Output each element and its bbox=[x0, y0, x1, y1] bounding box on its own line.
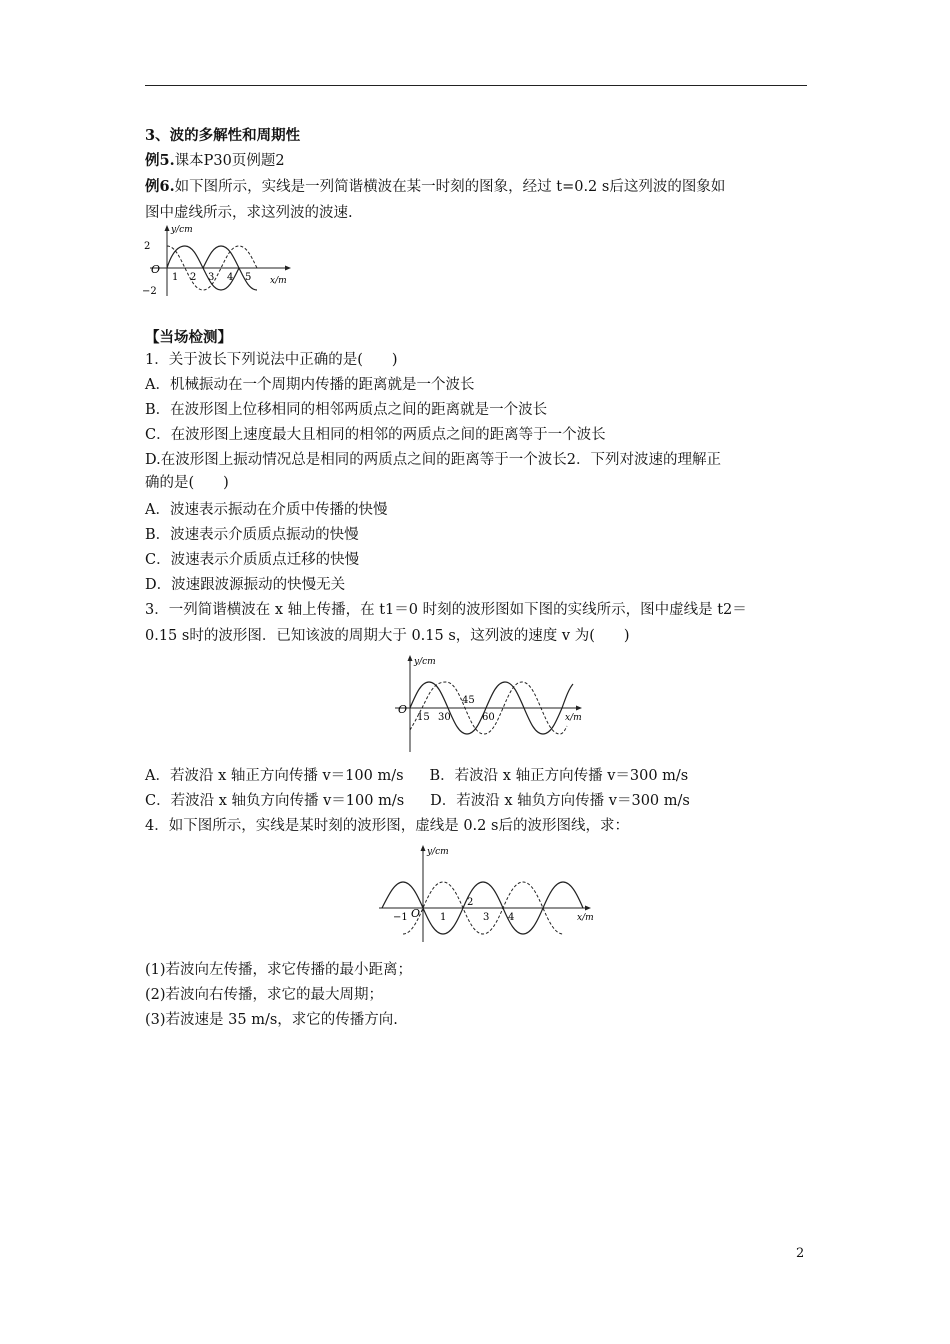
svg-text:4: 4 bbox=[508, 912, 515, 923]
svg-text:O: O bbox=[411, 907, 421, 920]
q2-option-a: A．波速表示振动在介质中传播的快慢 bbox=[145, 502, 388, 518]
q4-wave-figure bbox=[377, 840, 607, 945]
svg-text:1: 1 bbox=[172, 272, 179, 283]
svg-text:O: O bbox=[151, 263, 161, 276]
q3-wave-figure bbox=[393, 650, 593, 755]
svg-text:60: 60 bbox=[482, 712, 495, 723]
example-6-text: 如下图所示，实线是一列简谐横波在某一时刻的图象，经过 t=0.2 s后这列波的图象如 bbox=[174, 179, 726, 195]
q2-option-b: B．波速表示介质质点振动的快慢 bbox=[145, 527, 359, 543]
q2-option-c: C．波速表示介质质点迁移的快慢 bbox=[145, 552, 360, 568]
check-heading: 【当场检测】 bbox=[145, 329, 232, 346]
svg-text:5: 5 bbox=[245, 272, 252, 283]
section-title: 3、波的多解性和周期性 bbox=[145, 127, 301, 144]
q4-sub1: (1)若波向左传播，求它传播的最小距离； bbox=[145, 962, 413, 978]
example-6-line2: 图中虚线所示，求这列波的波速. bbox=[145, 205, 353, 221]
example-5-text: 课本P30页例题2 bbox=[174, 153, 285, 169]
svg-text:1: 1 bbox=[440, 912, 447, 923]
q1-stem: 1．关于波长下列说法中正确的是( ) bbox=[145, 352, 398, 368]
q4-sub2: (2)若波向右传播，求它的最大周期； bbox=[145, 987, 384, 1003]
q3-option-d: D．若波沿 x 轴负方向传播 v＝300 m/s bbox=[430, 793, 690, 809]
svg-text:4: 4 bbox=[227, 272, 234, 283]
svg-text:x/m: x/m bbox=[270, 276, 287, 286]
svg-text:3: 3 bbox=[208, 272, 215, 283]
svg-text:x/m: x/m bbox=[577, 913, 594, 923]
svg-text:30: 30 bbox=[438, 712, 451, 723]
svg-text:2: 2 bbox=[467, 897, 474, 908]
svg-text:15: 15 bbox=[417, 712, 430, 723]
page-number: 2 bbox=[796, 1246, 805, 1261]
svg-text:O: O bbox=[398, 703, 408, 716]
q1-option-c: C．在波形图上速度最大且相同的相邻的两质点之间的距离等于一个波长 bbox=[145, 427, 606, 443]
svg-text:2: 2 bbox=[144, 241, 151, 252]
header-rule bbox=[145, 85, 807, 86]
example-6-wave-figure bbox=[140, 222, 300, 302]
q3-option-c: C．若波沿 x 轴负方向传播 v＝100 m/s bbox=[145, 793, 405, 809]
example-6-line1 bbox=[145, 177, 725, 197]
q4-sub3: (3)若波速是 35 m/s，求它的传播方向. bbox=[145, 1012, 398, 1028]
svg-text:y/cm: y/cm bbox=[171, 225, 193, 235]
q1-option-a: A．机械振动在一个周期内传播的距离就是一个波长 bbox=[145, 377, 475, 393]
svg-text:2: 2 bbox=[190, 272, 197, 283]
q1-option-b: B．在波形图上位移相同的相邻两质点之间的距离就是一个波长 bbox=[145, 402, 548, 418]
q2-stem: 确的是( ) bbox=[145, 475, 229, 491]
svg-text:−2: −2 bbox=[142, 286, 157, 297]
example-5 bbox=[145, 151, 285, 171]
svg-text:3: 3 bbox=[483, 912, 490, 923]
q3-options-cd bbox=[145, 791, 690, 811]
q4-stem: 4．如下图所示，实线是某时刻的波形图，虚线是 0.2 s后的波形图线，求： bbox=[145, 818, 629, 834]
q3-options-ab bbox=[145, 766, 688, 786]
svg-text:−1: −1 bbox=[393, 912, 408, 923]
svg-text:x/m: x/m bbox=[565, 713, 582, 723]
q3-stem-line2: 0.15 s时的波形图．已知该波的周期大于 0.15 s，这列波的速度 v 为( ) bbox=[145, 628, 630, 644]
q1-option-d: D.在波形图上振动情况总是相同的两质点之间的距离等于一个波长2．下列对波速的理解正 bbox=[145, 452, 721, 468]
q3-stem-line1: 3．一列简谐横波在 x 轴上传播，在 t1＝0 时刻的波形图如下图的实线所示，图中虚线是 t2＝ bbox=[145, 602, 747, 618]
example-6-label: 例6. bbox=[145, 178, 175, 195]
q2-option-d: D．波速跟波源振动的快慢无关 bbox=[145, 577, 346, 593]
q3-option-b: B．若波沿 x 轴正方向传播 v＝300 m/s bbox=[429, 768, 689, 784]
svg-text:y/cm: y/cm bbox=[427, 847, 449, 857]
svg-text:45: 45 bbox=[462, 695, 475, 706]
svg-text:y/cm: y/cm bbox=[414, 657, 436, 667]
example-5-label: 例5. bbox=[145, 152, 175, 169]
q3-option-a: A．若波沿 x 轴正方向传播 v＝100 m/s bbox=[145, 768, 404, 784]
